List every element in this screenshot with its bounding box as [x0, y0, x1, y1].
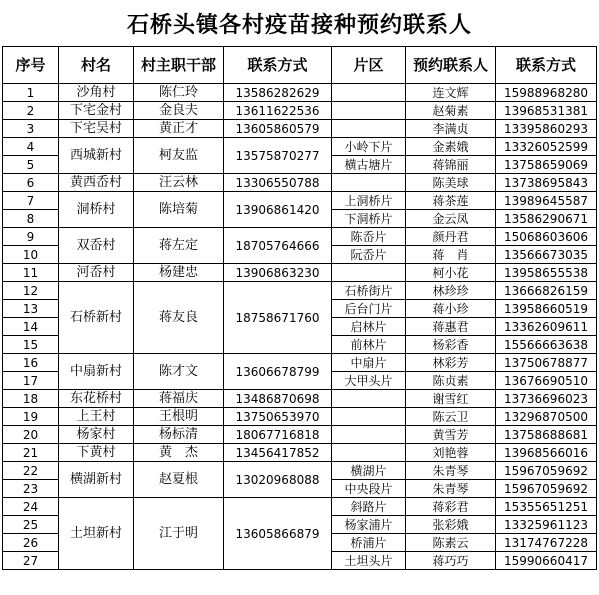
area-name: 大甲头片	[332, 372, 406, 390]
area-name: 中央段片	[332, 480, 406, 498]
village-name: 杨家村	[59, 426, 134, 444]
header-area: 片区	[332, 47, 406, 84]
contact-name: 朱青琴	[406, 462, 496, 480]
village-head: 陈仁玲	[134, 84, 224, 102]
village-name: 横湖新村	[59, 462, 134, 498]
contact-name: 蒋巧巧	[406, 552, 496, 570]
row-no: 16	[3, 354, 59, 372]
area-name: 下洞桥片	[332, 210, 406, 228]
contact-name: 颜丹君	[406, 228, 496, 246]
area-name: 杨家浦片	[332, 516, 406, 534]
contact-name: 陈美球	[406, 174, 496, 192]
row-no: 3	[3, 120, 59, 138]
contact-tel: 13676690510	[496, 372, 597, 390]
village-head: 陈培菊	[134, 192, 224, 228]
row-no: 11	[3, 264, 59, 282]
header-village: 村名	[59, 47, 134, 84]
village-head-tel: 13586282629	[224, 84, 332, 102]
row-no: 5	[3, 156, 59, 174]
contact-tel: 15566663638	[496, 336, 597, 354]
village-head: 杨建忠	[134, 264, 224, 282]
contact-tel: 13325961123	[496, 516, 597, 534]
contact-name: 陈贞素	[406, 372, 496, 390]
village-head-tel: 18067716818	[224, 426, 332, 444]
contact-name: 蒋小珍	[406, 300, 496, 318]
village-head: 赵夏根	[134, 462, 224, 498]
row-no: 25	[3, 516, 59, 534]
contact-name: 蒋 肖	[406, 246, 496, 264]
table-row	[3, 354, 597, 372]
village-name: 下宅金村	[59, 102, 134, 120]
village-name: 双岙村	[59, 228, 134, 264]
row-no: 4	[3, 138, 59, 156]
contact-tel: 13750678877	[496, 354, 597, 372]
area-name: 陈岙片	[332, 228, 406, 246]
area-name: 小岭下片	[332, 138, 406, 156]
village-head-tel: 13611622536	[224, 102, 332, 120]
contact-table	[2, 46, 597, 570]
village-head: 陈才文	[134, 354, 224, 390]
contact-tel: 13738695843	[496, 174, 597, 192]
area-name	[332, 120, 406, 138]
area-name: 阮岙片	[332, 246, 406, 264]
village-name: 土坦新村	[59, 498, 134, 570]
row-no: 23	[3, 480, 59, 498]
village-head: 蒋福庆	[134, 390, 224, 408]
village-head-tel: 13606678799	[224, 354, 332, 390]
contact-tel: 13666826159	[496, 282, 597, 300]
table-row	[3, 498, 597, 516]
area-name	[332, 390, 406, 408]
area-name: 横古塘片	[332, 156, 406, 174]
contact-tel: 13174767228	[496, 534, 597, 552]
area-name	[332, 426, 406, 444]
village-name: 黄西岙村	[59, 174, 134, 192]
area-name	[332, 174, 406, 192]
village-name: 东花桥村	[59, 390, 134, 408]
table-row	[3, 426, 597, 444]
contact-name: 林彩芳	[406, 354, 496, 372]
row-no: 19	[3, 408, 59, 426]
row-no: 22	[3, 462, 59, 480]
contact-tel: 15967059692	[496, 480, 597, 498]
header-contact-tel: 联系方式	[496, 47, 597, 84]
area-name: 斜路片	[332, 498, 406, 516]
contact-tel: 13736696023	[496, 390, 597, 408]
row-no: 7	[3, 192, 59, 210]
contact-tel: 13968566016	[496, 444, 597, 462]
contact-tel: 13326052599	[496, 138, 597, 156]
area-name: 横湖片	[332, 462, 406, 480]
village-head-tel: 13020968088	[224, 462, 332, 498]
contact-name: 李满贞	[406, 120, 496, 138]
village-head: 王根明	[134, 408, 224, 426]
contact-tel: 13989645587	[496, 192, 597, 210]
village-head-tel: 13605860579	[224, 120, 332, 138]
table-row	[3, 444, 597, 462]
village-head: 黄正才	[134, 120, 224, 138]
village-head-tel: 13486870698	[224, 390, 332, 408]
contact-name: 柯小花	[406, 264, 496, 282]
contact-name: 蒋惠君	[406, 318, 496, 336]
contact-tel: 15990660417	[496, 552, 597, 570]
contact-name: 连文辉	[406, 84, 496, 102]
contact-name: 蒋彩君	[406, 498, 496, 516]
row-no: 17	[3, 372, 59, 390]
page-title: 石桥头镇各村疫苗接种预约联系人	[126, 11, 472, 38]
village-name: 沙角村	[59, 84, 134, 102]
village-head-tel: 13750653970	[224, 408, 332, 426]
village-head-tel: 13605866879	[224, 498, 332, 570]
table-row	[3, 282, 597, 300]
row-no: 15	[3, 336, 59, 354]
row-no: 12	[3, 282, 59, 300]
area-name: 中扇片	[332, 354, 406, 372]
contact-name: 陈素云	[406, 534, 496, 552]
contact-name: 黄雪芳	[406, 426, 496, 444]
village-name: 中扇新村	[59, 354, 134, 390]
village-head-tel: 18705764666	[224, 228, 332, 264]
village-head: 金良夫	[134, 102, 224, 120]
contact-name: 金云凤	[406, 210, 496, 228]
row-no: 24	[3, 498, 59, 516]
village-head: 杨标清	[134, 426, 224, 444]
village-name: 洞桥村	[59, 192, 134, 228]
area-name	[332, 84, 406, 102]
village-name: 西城新村	[59, 138, 134, 174]
village-head-tel: 13906863230	[224, 264, 332, 282]
village-name: 石桥新村	[59, 282, 134, 354]
header-contact: 预约联系人	[406, 47, 496, 84]
contact-name: 蒋锦丽	[406, 156, 496, 174]
contact-tel: 13395860293	[496, 120, 597, 138]
village-head-tel: 18758671760	[224, 282, 332, 354]
area-name: 后台门片	[332, 300, 406, 318]
table-row	[3, 120, 597, 138]
table-row	[3, 174, 597, 192]
contact-name: 赵菊素	[406, 102, 496, 120]
village-head-tel: 13575870277	[224, 138, 332, 174]
area-name	[332, 264, 406, 282]
row-no: 18	[3, 390, 59, 408]
area-name: 桥浦片	[332, 534, 406, 552]
table-row	[3, 390, 597, 408]
header-head: 村主职干部	[134, 47, 224, 84]
area-name: 启林片	[332, 318, 406, 336]
row-no: 6	[3, 174, 59, 192]
village-head: 蒋左定	[134, 228, 224, 264]
village-head-tel: 13906861420	[224, 192, 332, 228]
contact-name: 朱青琴	[406, 480, 496, 498]
table-row	[3, 102, 597, 120]
row-no: 9	[3, 228, 59, 246]
area-name: 上洞桥片	[332, 192, 406, 210]
contact-tel: 13968531381	[496, 102, 597, 120]
area-name: 土坦头片	[332, 552, 406, 570]
area-name: 石桥街片	[332, 282, 406, 300]
contact-name: 蒋茶莲	[406, 192, 496, 210]
row-no: 21	[3, 444, 59, 462]
row-no: 26	[3, 534, 59, 552]
contact-tel: 15355651251	[496, 498, 597, 516]
village-head: 江于明	[134, 498, 224, 570]
village-name: 河岙村	[59, 264, 134, 282]
contact-tel: 13362609611	[496, 318, 597, 336]
village-name: 上王村	[59, 408, 134, 426]
area-name	[332, 102, 406, 120]
contact-tel: 15967059692	[496, 462, 597, 480]
row-no: 13	[3, 300, 59, 318]
table-row	[3, 228, 597, 246]
contact-name: 杨彩香	[406, 336, 496, 354]
contact-name: 刘艳蓉	[406, 444, 496, 462]
village-head-tel: 13306550788	[224, 174, 332, 192]
header-no: 序号	[3, 47, 59, 84]
contact-tel: 13296870500	[496, 408, 597, 426]
contact-tel: 15068603606	[496, 228, 597, 246]
contact-tel: 13566673035	[496, 246, 597, 264]
contact-name: 张彩娥	[406, 516, 496, 534]
row-no: 14	[3, 318, 59, 336]
village-head: 蒋友良	[134, 282, 224, 354]
village-head: 柯友监	[134, 138, 224, 174]
contact-tel: 13758659069	[496, 156, 597, 174]
contact-tel: 13758688681	[496, 426, 597, 444]
area-name	[332, 444, 406, 462]
area-name	[332, 408, 406, 426]
row-no: 2	[3, 102, 59, 120]
row-no: 1	[3, 84, 59, 102]
village-name: 下黄村	[59, 444, 134, 462]
contact-name: 林珍珍	[406, 282, 496, 300]
table-row	[3, 192, 597, 210]
contact-name: 金素娥	[406, 138, 496, 156]
contact-tel: 13958655538	[496, 264, 597, 282]
header-row	[3, 47, 597, 84]
header-head-tel: 联系方式	[224, 47, 332, 84]
table-row	[3, 84, 597, 102]
table-row	[3, 264, 597, 282]
row-no: 10	[3, 246, 59, 264]
village-head: 汪云林	[134, 174, 224, 192]
row-no: 20	[3, 426, 59, 444]
village-name: 下宅吴村	[59, 120, 134, 138]
contact-name: 谢雪红	[406, 390, 496, 408]
contact-tel: 15988968280	[496, 84, 597, 102]
village-head-tel: 13456417852	[224, 444, 332, 462]
contact-name: 陈云卫	[406, 408, 496, 426]
village-head: 黄 杰	[134, 444, 224, 462]
row-no: 27	[3, 552, 59, 570]
contact-tel: 13958660519	[496, 300, 597, 318]
row-no: 8	[3, 210, 59, 228]
table-row	[3, 462, 597, 480]
area-name: 前林片	[332, 336, 406, 354]
table-row	[3, 138, 597, 156]
contact-tel: 13586290671	[496, 210, 597, 228]
table-row	[3, 408, 597, 426]
